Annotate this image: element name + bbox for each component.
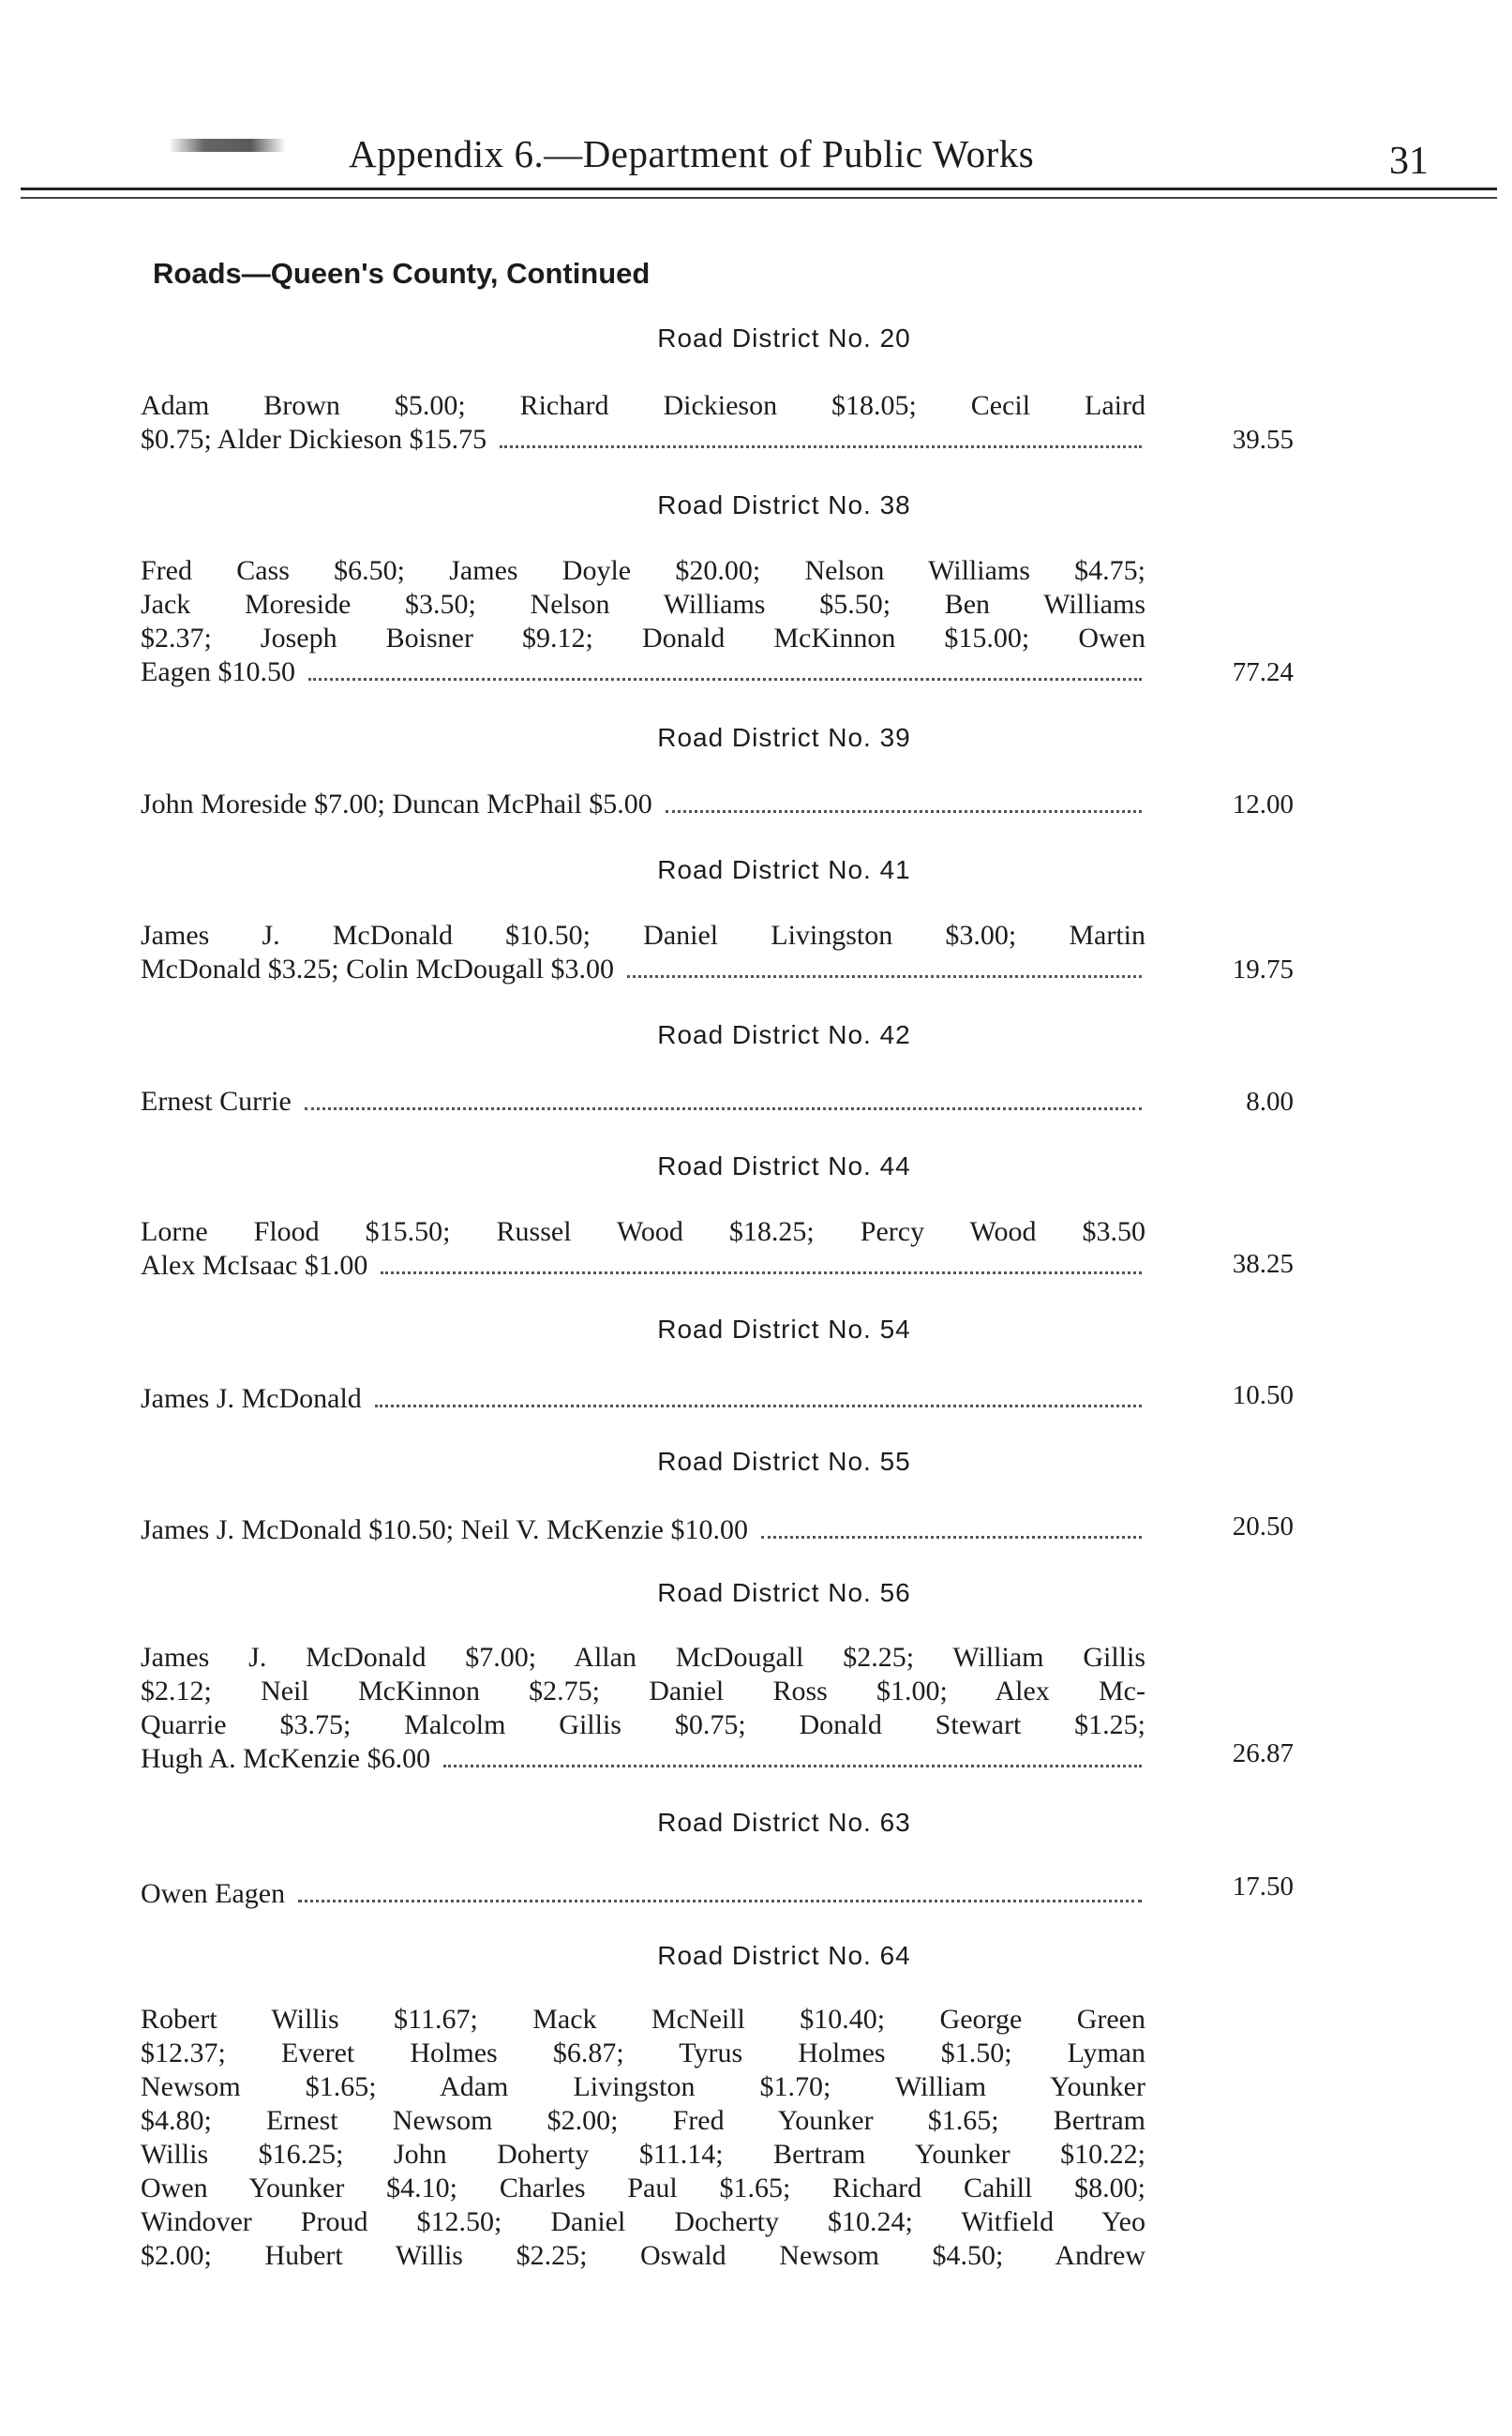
entry-line-last [141,1249,1145,1283]
district-heading: Road District No. 20 [657,323,911,353]
entry-line: $4.80; Ernest Newsom $2.00; Fred Younker $1.65; Bertram [141,2105,1145,2136]
entry-line: Newsom $1.65; Adam Livingston $1.70; William Younker [141,2071,1145,2102]
entry-line: Jack Moreside $3.50; Nelson Williams $5.50; Ben Williams [141,589,1145,620]
district-total: 20.50 [1232,1511,1294,1541]
district-heading: Road District No. 56 [657,1578,911,1607]
entry-line: Robert Willis $11.67; Mack McNeill $10.40; George Green [141,2004,1145,2035]
entry-line: Owen Younker $4.10; Charles Paul $1.65; Richard Cahill $8.00; [141,2173,1145,2203]
entry-line-last [141,1742,1145,1776]
district-entry [141,1513,1145,1547]
district-total: 77.24 [1232,657,1294,687]
dot-leader [375,1405,1142,1407]
entry-line: John Moreside $7.00; Duncan McPhail $5.00 [141,789,652,820]
entry-line: Lorne Flood $15.50; Russel Wood $18.25; Percy Wood $3.50 [141,1216,1145,1247]
entry-line: Adam Brown $5.00; Richard Dickieson $18.05; Cecil Laird [141,390,1145,421]
district-entry [141,1382,1145,1416]
dot-leader [298,1900,1142,1902]
district-heading: Road District No. 63 [657,1808,911,1837]
district-entry [141,1085,1145,1119]
dot-leader [666,810,1142,813]
entry-line: James J. McDonald [141,1383,362,1414]
dot-leader [443,1765,1142,1767]
page-number: 31 [1389,140,1429,183]
dot-leader [761,1536,1142,1539]
entry-line: Windover Proud $12.50; Daniel Docherty $10.24; Witfield Yeo [141,2206,1145,2237]
district-total: 39.55 [1232,425,1294,455]
entry-line: $2.12; Neil McKinnon $2.75; Daniel Ross $1.00; Alex Mc- [141,1676,1145,1707]
district-entry [141,1215,1145,1283]
district-heading: Road District No. 54 [657,1315,911,1344]
dot-leader [305,1107,1142,1110]
entry-line: $2.00; Hubert Willis $2.25; Oswald Newsom $4.50; Andrew [141,2240,1145,2271]
header-rule-thin [21,197,1497,199]
district-total: 12.00 [1232,789,1294,820]
entry-line-last [141,1877,1145,1911]
district-total: 10.50 [1232,1380,1294,1410]
dot-leader [500,445,1142,448]
district-entry [141,1641,1145,1776]
district-entry [141,919,1145,986]
printer-mark [169,139,286,152]
district-total: 19.75 [1232,955,1294,985]
entry-line: Eagen $10.50 [141,656,295,687]
district-entry [141,2003,1145,2273]
entry-line: James J. McDonald $10.50; Neil V. McKenzie $10.00 [141,1514,748,1545]
header-title: Appendix 6.—Department of Public Works [349,132,1035,175]
running-header [0,129,1512,186]
entry-line-last [141,423,1145,457]
entry-line-last [141,1382,1145,1416]
entry-line-last [141,788,1145,821]
entry-line-last [141,953,1145,986]
district-entry [141,788,1145,821]
district-heading: Road District No. 55 [657,1447,911,1476]
district-heading: Road District No. 42 [657,1020,911,1049]
district-entry [141,554,1145,689]
section-heading: Roads—Queen's County, Continued [153,257,651,290]
entry-line-last [141,1085,1145,1119]
header-rule [21,188,1497,190]
district-entry [141,1877,1145,1911]
district-total: 26.87 [1232,1738,1294,1768]
entry-line: Owen Eagen [141,1878,286,1909]
entry-line: Alex McIsaac $1.00 [141,1250,368,1281]
entry-line: Quarrie $3.75; Malcolm Gillis $0.75; Donald Stewart $1.25; [141,1709,1145,1740]
entry-line: Fred Cass $6.50; James Doyle $20.00; Nelson Williams $4.75; [141,555,1145,586]
entry-line: $0.75; Alder Dickieson $15.75 [141,424,487,455]
dot-leader [381,1271,1142,1274]
entry-line: $2.37; Joseph Boisner $9.12; Donald McKinnon $15.00; Owen [141,623,1145,654]
dot-leader [627,975,1142,978]
entry-line-last [141,655,1145,689]
district-total: 8.00 [1246,1087,1294,1117]
entry-line-last [141,1513,1145,1547]
entry-line: James J. McDonald $7.00; Allan McDougall $2.25; William Gillis [141,1642,1145,1673]
district-heading: Road District No. 41 [657,855,911,884]
district-heading: Road District No. 38 [657,490,911,519]
dot-leader [308,678,1142,681]
district-heading: Road District No. 64 [657,1941,911,1970]
entry-line: Hugh A. McKenzie $6.00 [141,1743,431,1774]
entry-line: McDonald $3.25; Colin McDougall $3.00 [141,954,614,985]
district-entry [141,389,1145,457]
district-total: 38.25 [1232,1249,1294,1279]
entry-line: Willis $16.25; John Doherty $11.14; Bertram Younker $10.22; [141,2139,1145,2170]
district-heading: Road District No. 39 [657,723,911,752]
entry-line: $12.37; Everet Holmes $6.87; Tyrus Holmes $1.50; Lyman [141,2038,1145,2068]
district-total: 17.50 [1232,1872,1294,1902]
district-heading: Road District No. 44 [657,1151,911,1180]
entry-line: James J. McDonald $10.50; Daniel Livingston $3.00; Martin [141,920,1145,951]
entry-line: Ernest Currie [141,1086,292,1117]
